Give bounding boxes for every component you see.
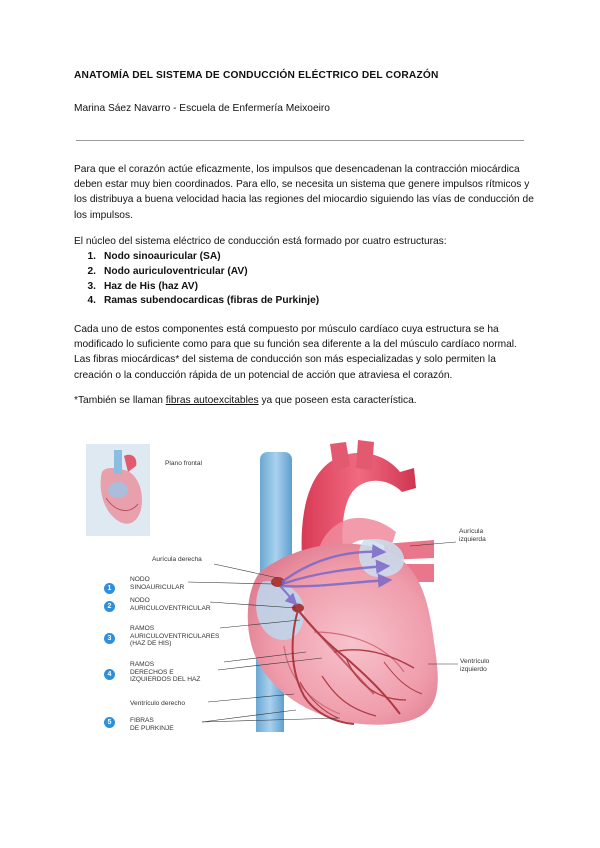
- structures-list: [74, 250, 319, 309]
- footnote-text-after: ya que poseen esta característica.: [258, 395, 417, 406]
- document-author: Marina Sáez Navarro - Escuela de Enfermería Meixoeiro: [74, 103, 330, 114]
- list-number: 1.: [87, 251, 96, 262]
- badge-3: 3: [104, 633, 115, 644]
- label-ramos-del-haz: RAMOS DERECHOS E IZQUIERDOS DEL HAZ: [130, 661, 201, 684]
- label-nodo-sinoauricular: NODO SINOAURICULAR: [130, 576, 185, 591]
- label-ventriculo-izquierdo: Ventrículo izquierdo: [460, 658, 490, 673]
- horizontal-divider: [76, 140, 524, 141]
- list-item-label: Nodo sinoauricular (SA): [104, 251, 221, 262]
- paragraph-intro: Para que el corazón actúe eficazmente, los impulsos que desencadenan la contracción miocárdica deben estar muy bien coordinados. Para ello, se necesita un sistema que genere impulsos rítmicos y los distribuya a buena velocidad hacia las regiones del miocardio siguiendo las vías de conducción de los impulsos.: [74, 164, 534, 221]
- list-item: [74, 294, 319, 309]
- list-item: [74, 265, 319, 280]
- list-number: 3.: [87, 280, 96, 292]
- paragraph-structures-intro: El núcleo del sistema eléctrico de conducción está formado por cuatro estructuras:: [74, 236, 447, 247]
- list-item-label: Nodo auriculoventricular (AV): [104, 265, 248, 277]
- list-item: [74, 280, 319, 295]
- label-ramos-auriculoventriculares: RAMOS AURICULOVENTRICULARES (HAZ DE HIS): [130, 625, 220, 648]
- footnote-link[interactable]: fibras autoexcitables: [165, 395, 259, 406]
- badge-1: 1: [104, 583, 115, 594]
- list-item-label: Haz de His (haz AV): [104, 280, 198, 292]
- list-number: 4.: [87, 295, 96, 307]
- badge-5: 5: [104, 717, 115, 728]
- heart-conduction-figure: [84, 432, 524, 752]
- label-ventriculo-derecho: Ventrículo derecho: [130, 700, 185, 707]
- label-fibras-de-purkinje: FIBRAS DE PURKINJE: [130, 717, 174, 732]
- label-plano-frontal: Plano frontal: [165, 460, 203, 467]
- list-item: [74, 250, 319, 265]
- badge-2: 2: [104, 601, 115, 612]
- list-item-label: Ramas subendocardicas (fibras de Purkinje): [104, 295, 320, 307]
- label-auricula-derecha: Aurícula derecha: [152, 556, 202, 563]
- paragraph-components: Cada uno de estos componentes está compuesto por músculo cardíaco cuya estructura se ha modificado lo suficiente como para que su función sea diferente a la del músculo cardíaco normal. Las fibras miocárdicas* del sistema de conducción son más especializadas y solo permiten la creación o la conducción rápida de un potencial de acción que atraviesa el corazón.: [74, 324, 517, 381]
- list-number: 2.: [87, 265, 96, 277]
- footnote: [74, 395, 417, 406]
- badge-4: 4: [104, 669, 115, 680]
- footnote-text-before: *También se llaman: [74, 395, 166, 406]
- document-title: ANATOMÍA DEL SISTEMA DE CONDUCCIÓN ELÉCTRICO DEL CORAZÓN: [74, 70, 439, 81]
- thumbnail-inset: [86, 444, 150, 536]
- label-auricula-izquierda: Aurícula izquierda: [459, 528, 486, 543]
- label-nodo-auriculoventricular: NODO AURICULOVENTRICULAR: [130, 597, 211, 612]
